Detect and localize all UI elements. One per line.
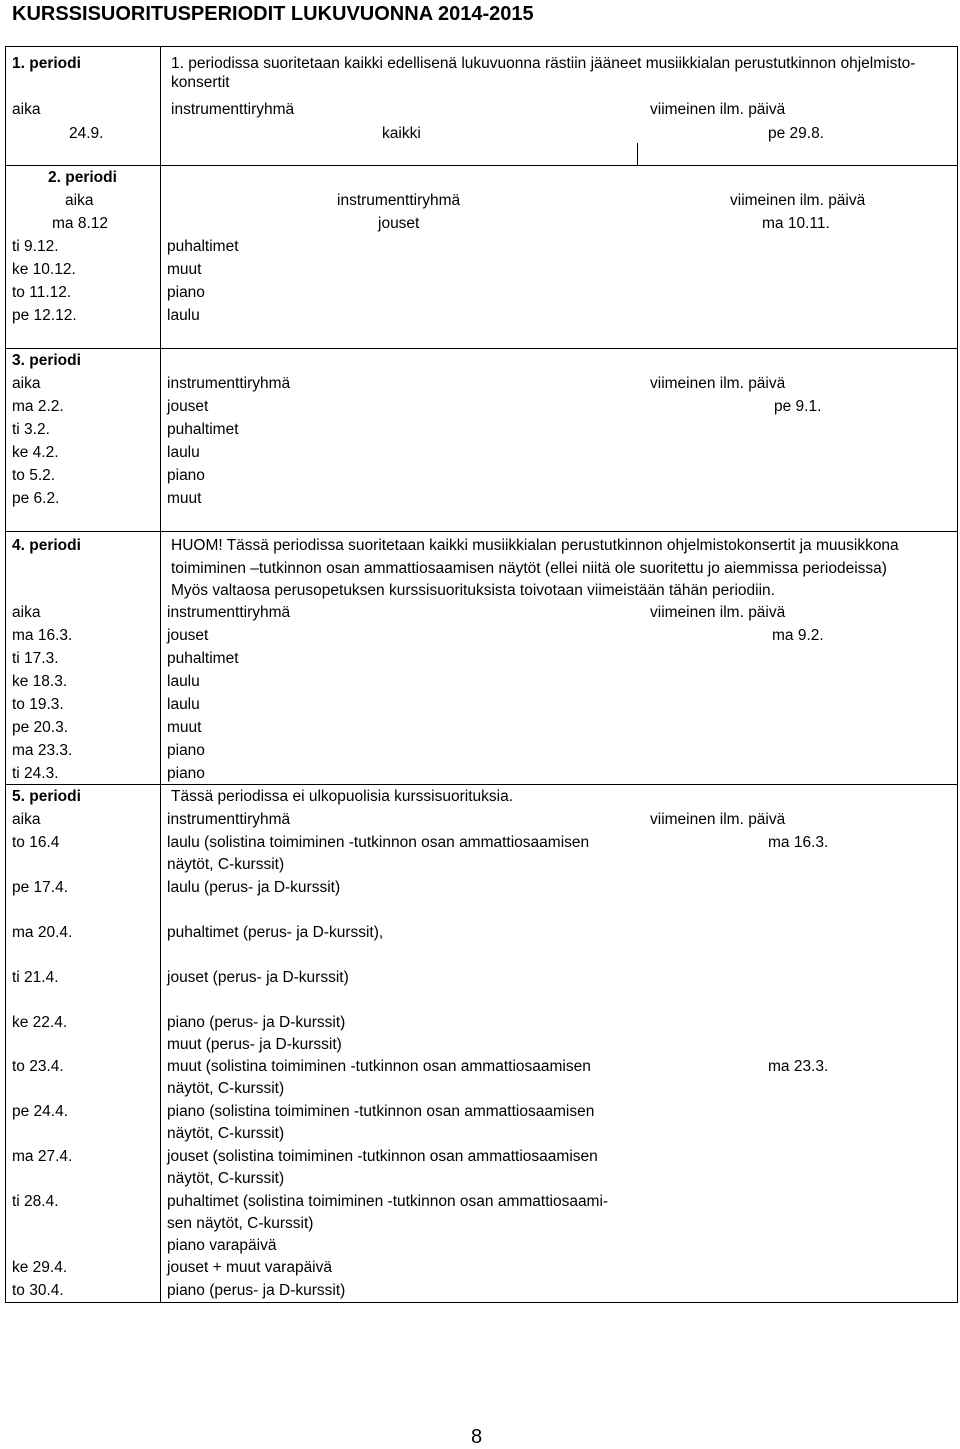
period-note: toimiminen –tutkinnon osan ammattiosaamisen näytöt (ellei niitä ole suoritettu jo aiemmissa periodeissa) (171, 560, 887, 577)
row-group-cont: näytöt, C-kurssit) (167, 1080, 285, 1097)
row-date: 24.9. (69, 125, 104, 142)
row-group: piano (167, 742, 205, 759)
row-deadline: pe 29.8. (768, 125, 825, 142)
row-deadline: ma 16.3. (768, 834, 829, 851)
row-date: ke 18.3. (12, 673, 68, 690)
column-header-aika: aika (65, 192, 94, 209)
column-header-aika: aika (12, 604, 41, 621)
row-group-cont: näytöt, C-kurssit) (167, 1125, 285, 1142)
row-date: to 11.12. (12, 284, 72, 301)
period-heading: 4. periodi (12, 537, 81, 554)
row-group: muut (167, 719, 202, 736)
row-date: ke 10.12. (12, 261, 76, 278)
row-date: ke 29.4. (12, 1259, 68, 1276)
row-group: laulu (perus- ja D-kurssit) (167, 879, 341, 896)
row-date: to 23.4. (12, 1058, 64, 1075)
row-date: pe 6.2. (12, 490, 60, 507)
period-note: Tässä periodissa ei ulkopuolisia kurssisuorituksia. (171, 788, 514, 805)
row-group: muut (solistina toimiminen -tutkinnon osan ammattiosaamisen (167, 1058, 591, 1075)
row-line (5, 348, 958, 349)
period-heading: 1. periodi (12, 55, 81, 72)
row-deadline: ma 23.3. (768, 1058, 829, 1075)
row-date: ti 21.4. (12, 969, 59, 986)
row-line (5, 784, 958, 785)
row-group-cont: näytöt, C-kurssit) (167, 856, 285, 873)
table-bottom-border (5, 1302, 958, 1303)
row-group: piano (perus- ja D-kurssit) (167, 1282, 346, 1299)
row-group: piano (solistina toimiminen -tutkinnon osan ammattiosaamisen (167, 1103, 595, 1120)
row-group-cont: sen näytöt, C-kurssit) (167, 1215, 314, 1232)
row-date: pe 12.12. (12, 307, 77, 324)
row-group: laulu (solistina toimiminen -tutkinnon osan ammattiosaamisen (167, 834, 590, 851)
column-header-deadline: viimeinen ilm. päivä (650, 101, 786, 118)
row-group: piano (167, 467, 205, 484)
column-header-deadline: viimeinen ilm. päivä (650, 604, 786, 621)
row-group: muut (167, 490, 202, 507)
row-date: ma 16.3. (12, 627, 73, 644)
period-note: Myös valtaosa perusopetuksen kurssisuorituksista toivotaan viimeistään tähän periodiin. (171, 582, 775, 599)
row-date: pe 24.4. (12, 1103, 69, 1120)
row-group: kaikki (382, 125, 421, 142)
row-date: ma 20.4. (12, 924, 73, 941)
table-left-border (5, 46, 6, 1302)
row-date: pe 20.3. (12, 719, 69, 736)
row-group: puhaltimet (167, 238, 239, 255)
row-group: piano (167, 284, 205, 301)
row-group: laulu (167, 673, 200, 690)
row-group: jouset (solistina toimiminen -tutkinnon osan ammattiosaamisen (167, 1148, 598, 1165)
period-heading: 2. periodi (48, 169, 117, 186)
row-date: to 19.3. (12, 696, 64, 713)
page-number: 8 (471, 1426, 483, 1448)
row-date: ti 3.2. (12, 421, 50, 438)
row-date: to 30.4. (12, 1282, 64, 1299)
row-line (5, 165, 958, 166)
row-group: jouset (167, 627, 209, 644)
period-heading: 5. periodi (12, 788, 81, 805)
column-header-group: instrumenttiryhmä (167, 811, 291, 828)
table-right-border (957, 46, 958, 1302)
row-group: jouset (378, 215, 420, 232)
period-note: konsertit (171, 74, 230, 91)
column-header-group: instrumenttiryhmä (171, 101, 295, 118)
row-date: to 16.4 (12, 834, 60, 851)
row-group: puhaltimet (solistina toimiminen -tutkinnon osan ammattiosaami- (167, 1193, 609, 1210)
page-title: KURSSISUORITUSPERIODIT LUKUVUONNA 2014-2015 (12, 3, 534, 25)
row-line (5, 531, 958, 532)
column-header-deadline: viimeinen ilm. päivä (650, 811, 786, 828)
column-header-deadline: viimeinen ilm. päivä (730, 192, 866, 209)
p1-inner-divider (637, 143, 638, 165)
row-date: ti 9.12. (12, 238, 59, 255)
row-group-cont: muut (perus- ja D-kurssit) (167, 1036, 342, 1053)
row-date: ti 24.3. (12, 765, 59, 782)
row-date: ma 8.12 (52, 215, 109, 232)
row-group-cont: piano varapäivä (167, 1237, 277, 1254)
column-header-group: instrumenttiryhmä (167, 604, 291, 621)
row-deadline: ma 9.2. (772, 627, 824, 644)
row-date: ke 4.2. (12, 444, 59, 461)
column-header-group: instrumenttiryhmä (337, 192, 461, 209)
row-group: jouset (perus- ja D-kurssit) (167, 969, 349, 986)
row-date: ma 23.3. (12, 742, 73, 759)
row-group: muut (167, 261, 202, 278)
column-header-aika: aika (12, 811, 41, 828)
row-group: puhaltimet (167, 421, 239, 438)
row-group-cont: näytöt, C-kurssit) (167, 1170, 285, 1187)
period-heading: 3. periodi (12, 352, 81, 369)
row-date: ti 28.4. (12, 1193, 59, 1210)
row-deadline: pe 9.1. (774, 398, 822, 415)
column-divider (160, 46, 161, 1302)
row-group: laulu (167, 444, 200, 461)
column-header-deadline: viimeinen ilm. päivä (650, 375, 786, 392)
row-deadline: ma 10.11. (762, 215, 830, 232)
row-group: laulu (167, 696, 200, 713)
row-group: jouset (167, 398, 209, 415)
row-group: piano (perus- ja D-kurssit) (167, 1014, 346, 1031)
row-group: piano (167, 765, 205, 782)
row-group: laulu (167, 307, 200, 324)
row-group: puhaltimet (167, 650, 239, 667)
row-date: ti 17.3. (12, 650, 59, 667)
row-date: ma 27.4. (12, 1148, 73, 1165)
row-date: ma 2.2. (12, 398, 64, 415)
row-date: pe 17.4. (12, 879, 69, 896)
row-date: ke 22.4. (12, 1014, 68, 1031)
column-header-aika: aika (12, 101, 41, 118)
period-note: HUOM! Tässä periodissa suoritetaan kaikki musiikkialan perustutkinnon ohjelmistokonsertit ja muusikkona (171, 537, 899, 554)
column-header-group: instrumenttiryhmä (167, 375, 291, 392)
period-note: 1. periodissa suoritetaan kaikki edellisenä lukuvuonna rästiin jääneet musiikkialan perustutkinnon ohjelmisto- (171, 55, 916, 72)
column-header-aika: aika (12, 375, 41, 392)
row-group: puhaltimet (perus- ja D-kurssit), (167, 924, 384, 941)
row-date: to 5.2. (12, 467, 56, 484)
row-group: jouset + muut varapäivä (167, 1259, 332, 1276)
table-top-border (5, 46, 958, 47)
